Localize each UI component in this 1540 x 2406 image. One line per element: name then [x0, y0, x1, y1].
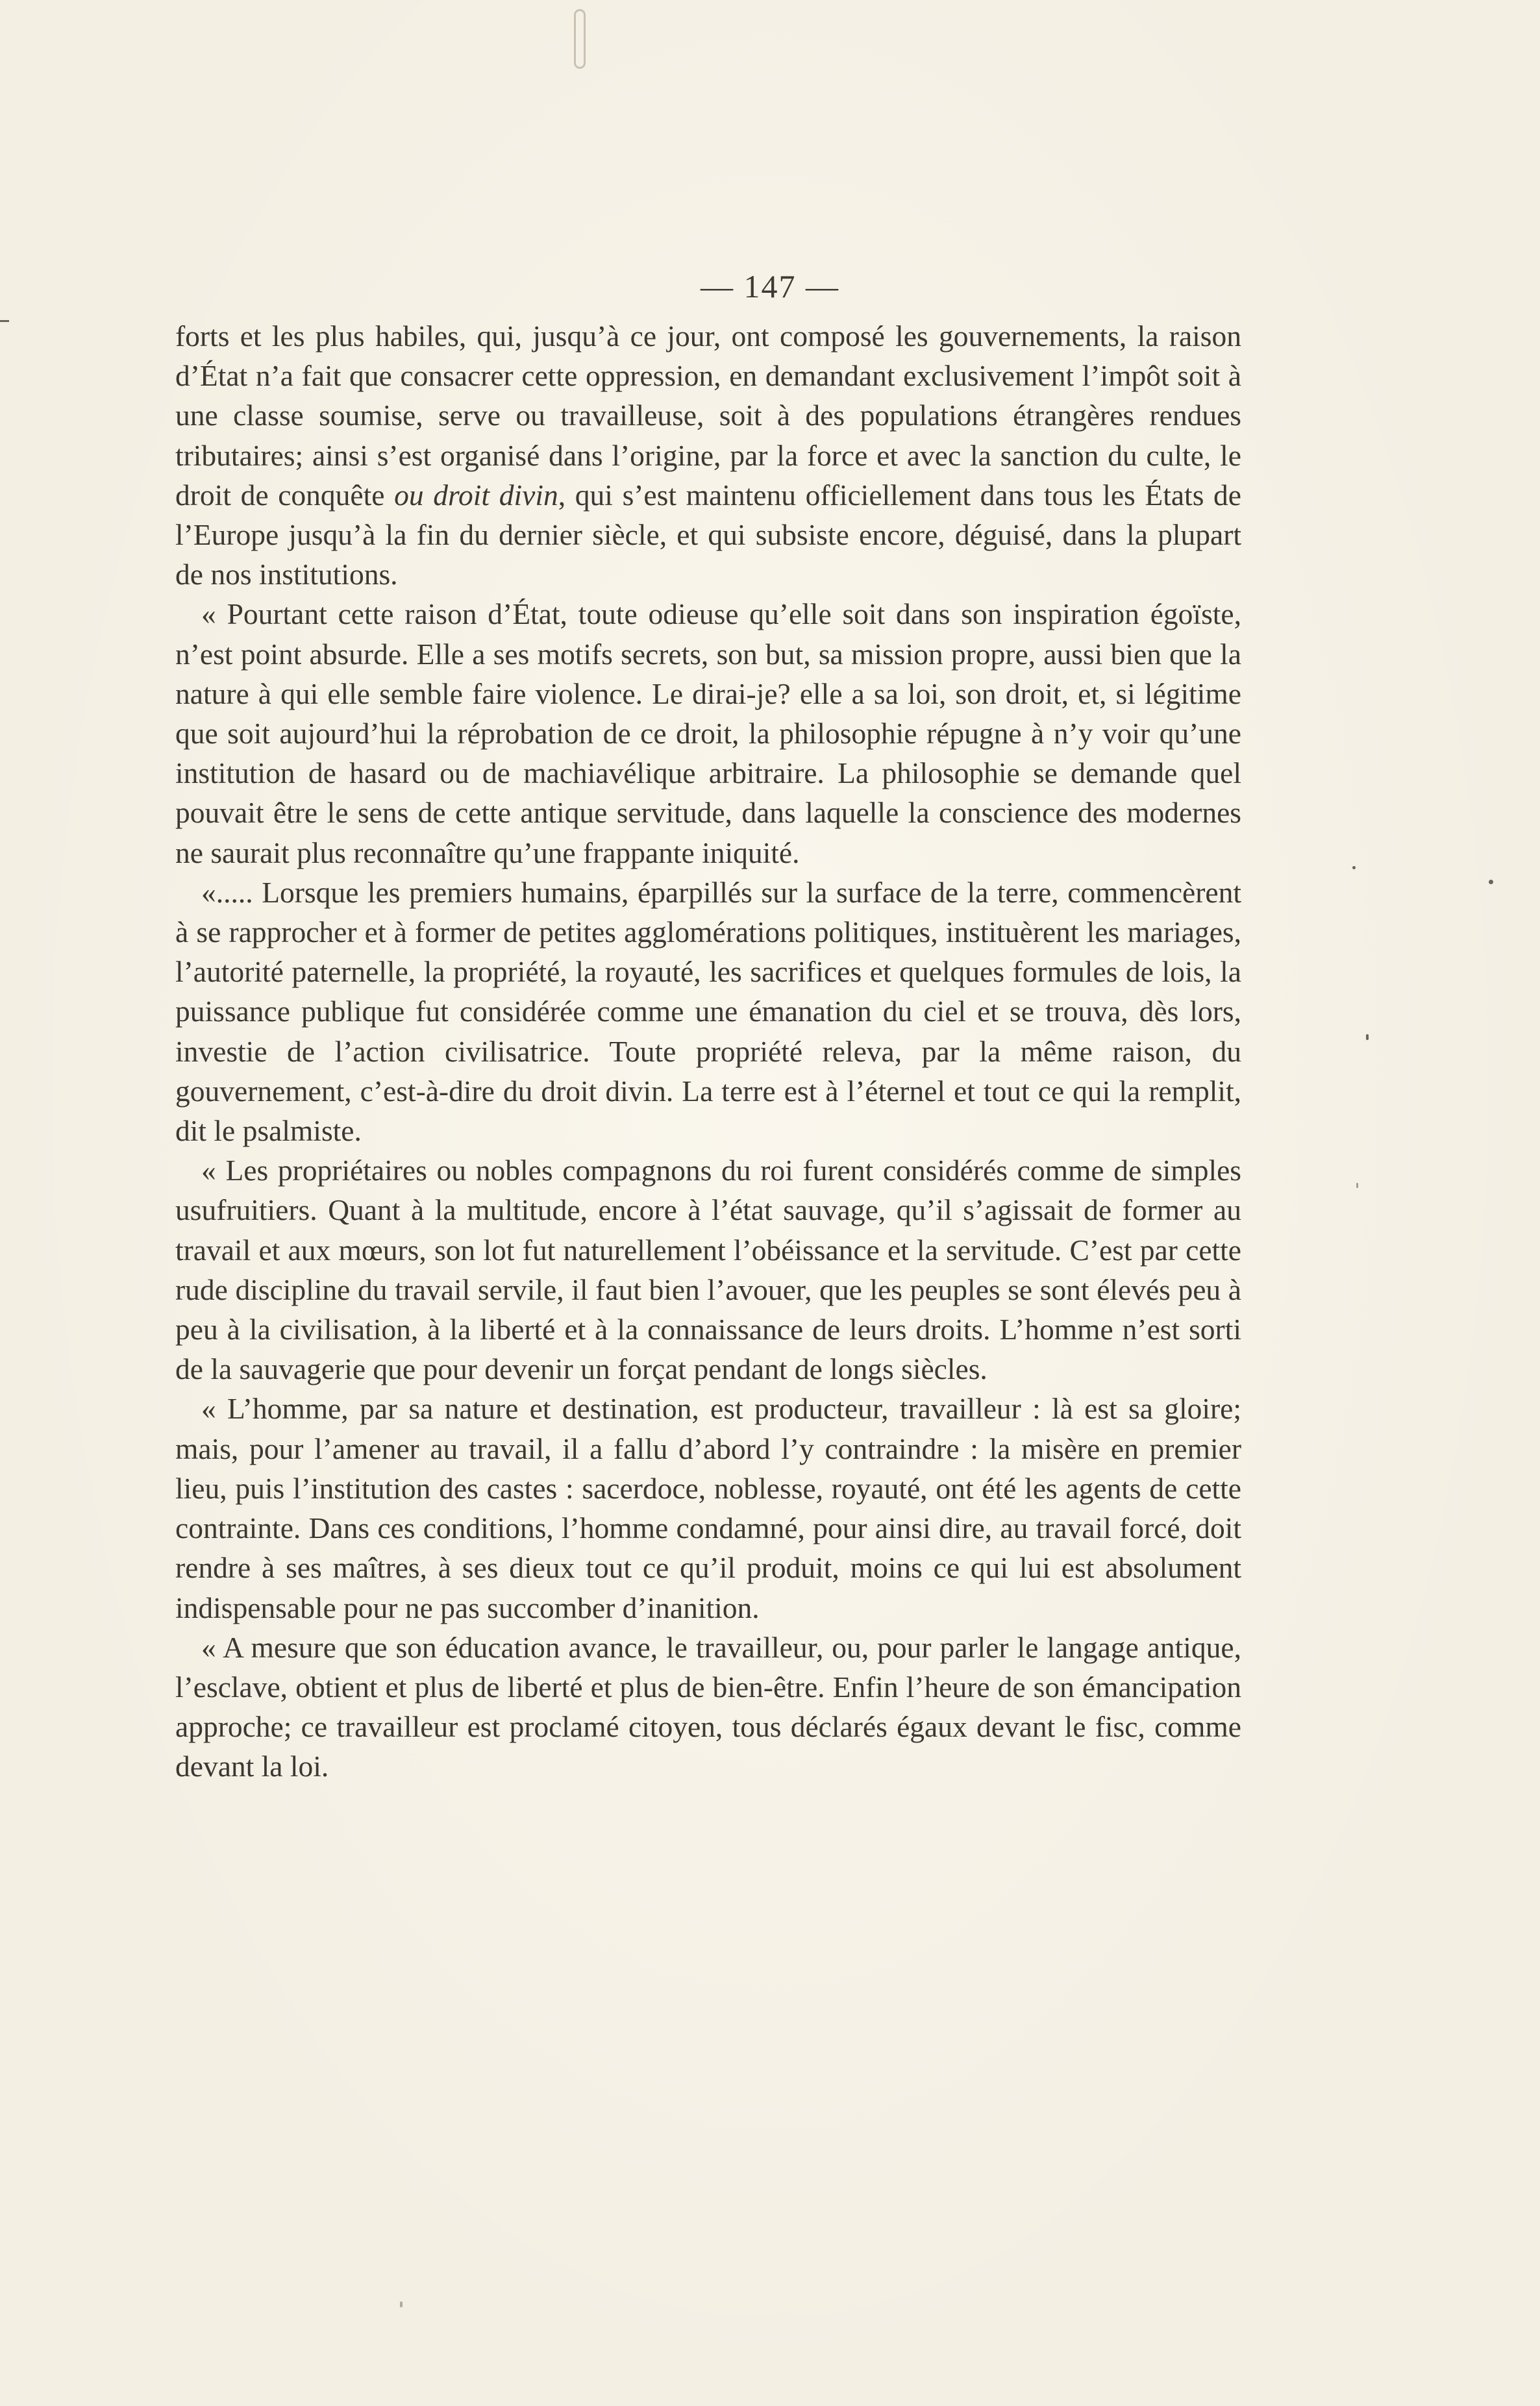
paragraph: [175, 316, 1241, 594]
paragraph: [175, 1628, 1241, 1787]
paragraph: [175, 1389, 1241, 1627]
page-number: — 147 —: [701, 268, 839, 304]
text-run: « Pourtant cette raison d’État, toute odieuse qu’elle soit dans son inspiration égoïste, n’est point absurde. Elle a ses motifs secrets, son but, sa mission propre, aussi bien que la nature à qui elle semble faire violence. Le dirai-je? elle a sa loi, son droit, et, si légitime que soit aujourd’hui la réprobation de ce droit, la philosophie répugne à n’y voir qu’une institution de hasard ou de machiavélique arbitraire. La philosophie se demande quel pouvait être le sens de cette antique servitude, dans laquelle la conscience des modernes ne saurait plus reconnaître qu’une frappante iniquité.: [175, 597, 1241, 869]
margin-speck: [0, 320, 9, 322]
margin-speck: [1352, 866, 1356, 869]
paragraph: [175, 594, 1241, 872]
margin-speck: [1356, 1183, 1358, 1188]
margin-speck: [1366, 1034, 1369, 1040]
text-run: « L’homme, par sa nature et destination, est producteur, travailleur : là est sa gloire; mais, pour l’amener au travail, il a fallu d’abord l’y contraindre : la misère en premier lieu, puis l’institution des castes : sacerdoce, noblesse, royauté, ont été les agents de cette contrainte. Dans ces conditions, l’homme condamné, pour ainsi dire, au travail forcé, doit rendre à ses maîtres, à ses dieux tout ce qu’il produit, moins ce qui lui est absolument indispensable pour ne pas succomber d’inanition.: [175, 1392, 1241, 1624]
text-run: «..... Lorsque les premiers humains, éparpillés sur la surface de la terre, commencèrent à se rapprocher et à former de petites agglomérations politiques, instituèrent les mariages, l’autorité paternelle, la propriété, la royauté, les sacrifices et quelques formules de lois, la puissance publique fut considérée comme une émanation du ciel et se trouva, dès lors, investie de l’action civilisatrice. Toute propriété releva, par la même raison, du gouvernement, c’est-à-dire du droit divin. La terre est à l’éternel et tout ce qui la remplit, dit le psalmiste.: [175, 875, 1241, 1148]
text-run: forts et les plus habiles, qui, jusqu’à ce jour, ont composé les gouvernements, la raison d’État n’a fait que consacrer cette oppression, en demandant exclusivement l’impôt soit à une classe soumise, serve ou travailleuse, soit à des populations étrangères rendues tributaires; ainsi s’est organisé dans l’origine, par la force et avec la sanction du culte, le droit de conquête: [175, 319, 1241, 512]
margin-speck: [1489, 880, 1493, 884]
body-text: [175, 316, 1241, 1787]
margin-speck: [400, 2301, 403, 2307]
italic-phrase: ou droit divin: [394, 478, 558, 512]
paragraph: [175, 873, 1241, 1150]
text-run: « Les propriétaires ou nobles compagnons du roi furent considérés comme de simples usufruitiers. Quant à la multitude, encore à l’état sauvage, qu’il s’agissait de former au travail et aux mœurs, son lot fut naturellement l’obéissance et la servitude. C’est par cette rude discipline du travail servile, il faut bien l’avouer, que les peuples se sont élevés peu à peu à la civilisation, à la liberté et à la connaissance de leurs droits. L’homme n’est sorti de la sauvagerie que pour devenir un forçat pendant de longs siècles.: [175, 1154, 1241, 1386]
paragraph: [175, 1150, 1241, 1389]
text-run: , qui s’est maintenu officiellement dans tous les États de l’Europe jusqu’à la fin du dernier siècle, et qui subsiste encore, déguisé, dans la plupart de nos institutions.: [175, 478, 1242, 591]
top-stain-mark: [574, 9, 586, 69]
text-run: « A mesure que son éducation avance, le travailleur, ou, pour parler le langage antique, l’esclave, obtient et plus de liberté et plus de bien-être. Enfin l’heure de son émancipation approche; ce travailleur est proclamé citoyen, tous déclarés égaux devant le fisc, comme devant la loi.: [175, 1630, 1241, 1783]
